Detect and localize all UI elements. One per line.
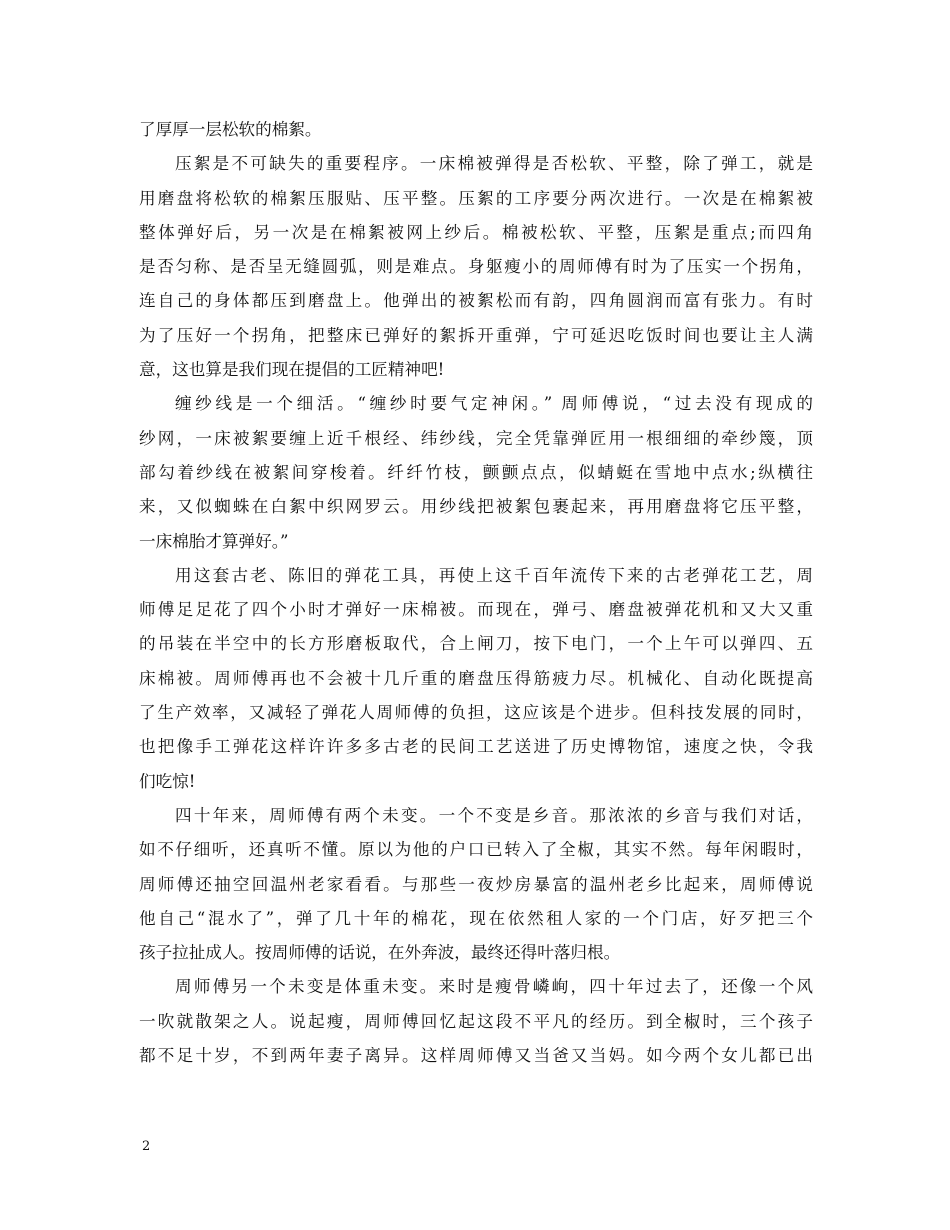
text-line: 也把像手工弹花这样许许多多古老的民间工艺送进了历史博物馆，速度之快，令我 — [139, 737, 813, 757]
text-line: 床棉被。周师傅再也不会被十几斤重的磨盘压得筋疲力尽。机械化、自动化既提高 — [139, 668, 813, 688]
text-line: 了生产效率，又减轻了弹花人周师傅的负担，这应该是个进步。但科技发展的同时， — [139, 703, 813, 723]
text-line: 是否匀称、是否呈无缝圆弧，则是难点。身躯瘦小的周师傅有时为了压实一个拐角， — [139, 257, 813, 277]
text-line: 纱网，一床被絮要缠上近千根经、纬纱线，完全凭靠弹匠用一根细细的牵纱篾，顶 — [139, 428, 813, 448]
text-line: 一床棉胎才算弹好。” — [139, 531, 289, 551]
text-line: 用磨盘将松软的棉絮压服贴、压平整。压絮的工序要分两次进行。一次是在棉絮被 — [139, 188, 813, 208]
text-line: 来，又似蜘蛛在白絮中织网罗云。用纱线把被絮包裹起来，再用磨盘将它压平整， — [139, 497, 813, 517]
text-line: 部勾着纱线在被絮间穿梭着。纤纤竹枝，颤颤点点，似蜻蜓在雪地中点水;纵横往 — [139, 462, 813, 482]
text-line: 用这套古老、陈旧的弹花工具，再使上这千百年流传下来的古老弹花工艺，周 — [175, 565, 813, 585]
text-line: 为了压好一个拐角，把整床已弹好的絮拆开重弹，宁可延迟吃饭时间也要让主人满 — [139, 325, 813, 345]
text-line: 一吹就散架之人。说起瘦，周师傅回忆起这段不平凡的经历。到全椒时，三个孩子 — [139, 1011, 813, 1031]
text-line: 整体弹好后，另一次是在棉絮被网上纱后。棉被松软、平整，压絮是重点;而四角 — [139, 222, 813, 242]
text-line: 意，这也算是我们现在提倡的工匠精神吧! — [139, 360, 445, 380]
text-line: 都不足十岁，不到两年妻子离异。这样周师傅又当爸又当妈。如今两个女儿都已出 — [139, 1046, 813, 1066]
text-line: 四十年来，周师傅有两个未变。一个不变是乡音。那浓浓的乡音与我们对话， — [175, 805, 813, 825]
page-number: 2 — [142, 1139, 151, 1154]
text-line: 连自己的身体都压到磨盘上。他弹出的被絮松而有韵，四角圆润而富有张力。有时 — [139, 291, 813, 311]
text-line: 如不仔细听，还真听不懂。原以为他的户口已转入了全椒，其实不然。每年闲暇时， — [139, 840, 813, 860]
body-text — [139, 113, 813, 1073]
text-line: 缠纱线是一个细活。“缠纱时要气定神闲。” 周师傅说，“过去没有现成的 — [175, 394, 813, 414]
text-line: 了厚厚一层松软的棉絮。 — [139, 120, 322, 139]
text-line: 师傅足足花了四个小时才弹好一床棉被。而现在，弹弓、磨盘被弹花机和又大又重 — [139, 600, 813, 620]
text-line: 周师傅另一个未变是体重未变。来时是瘦骨嶙峋，四十年过去了，还像一个风 — [175, 977, 813, 997]
text-line: 的吊装在半空中的长方形磨板取代，合上闸刀，按下电门，一个上午可以弹四、五 — [139, 634, 813, 654]
text-line: 孩子拉扯成人。按周师傅的话说，在外奔波，最终还得叶落归根。 — [139, 943, 621, 963]
text-line: 压絮是不可缺失的重要程序。一床棉被弹得是否松软、平整，除了弹工，就是 — [175, 154, 813, 174]
text-line: 们吃惊! — [139, 771, 196, 791]
text-line: 他自己“混水了”，弹了几十年的棉花，现在依然租人家的一个门店，好歹把三个 — [139, 908, 813, 928]
text-line: 周师傅还抽空回温州老家看看。与那些一夜炒房暴富的温州老乡比起来，周师傅说 — [139, 874, 813, 894]
